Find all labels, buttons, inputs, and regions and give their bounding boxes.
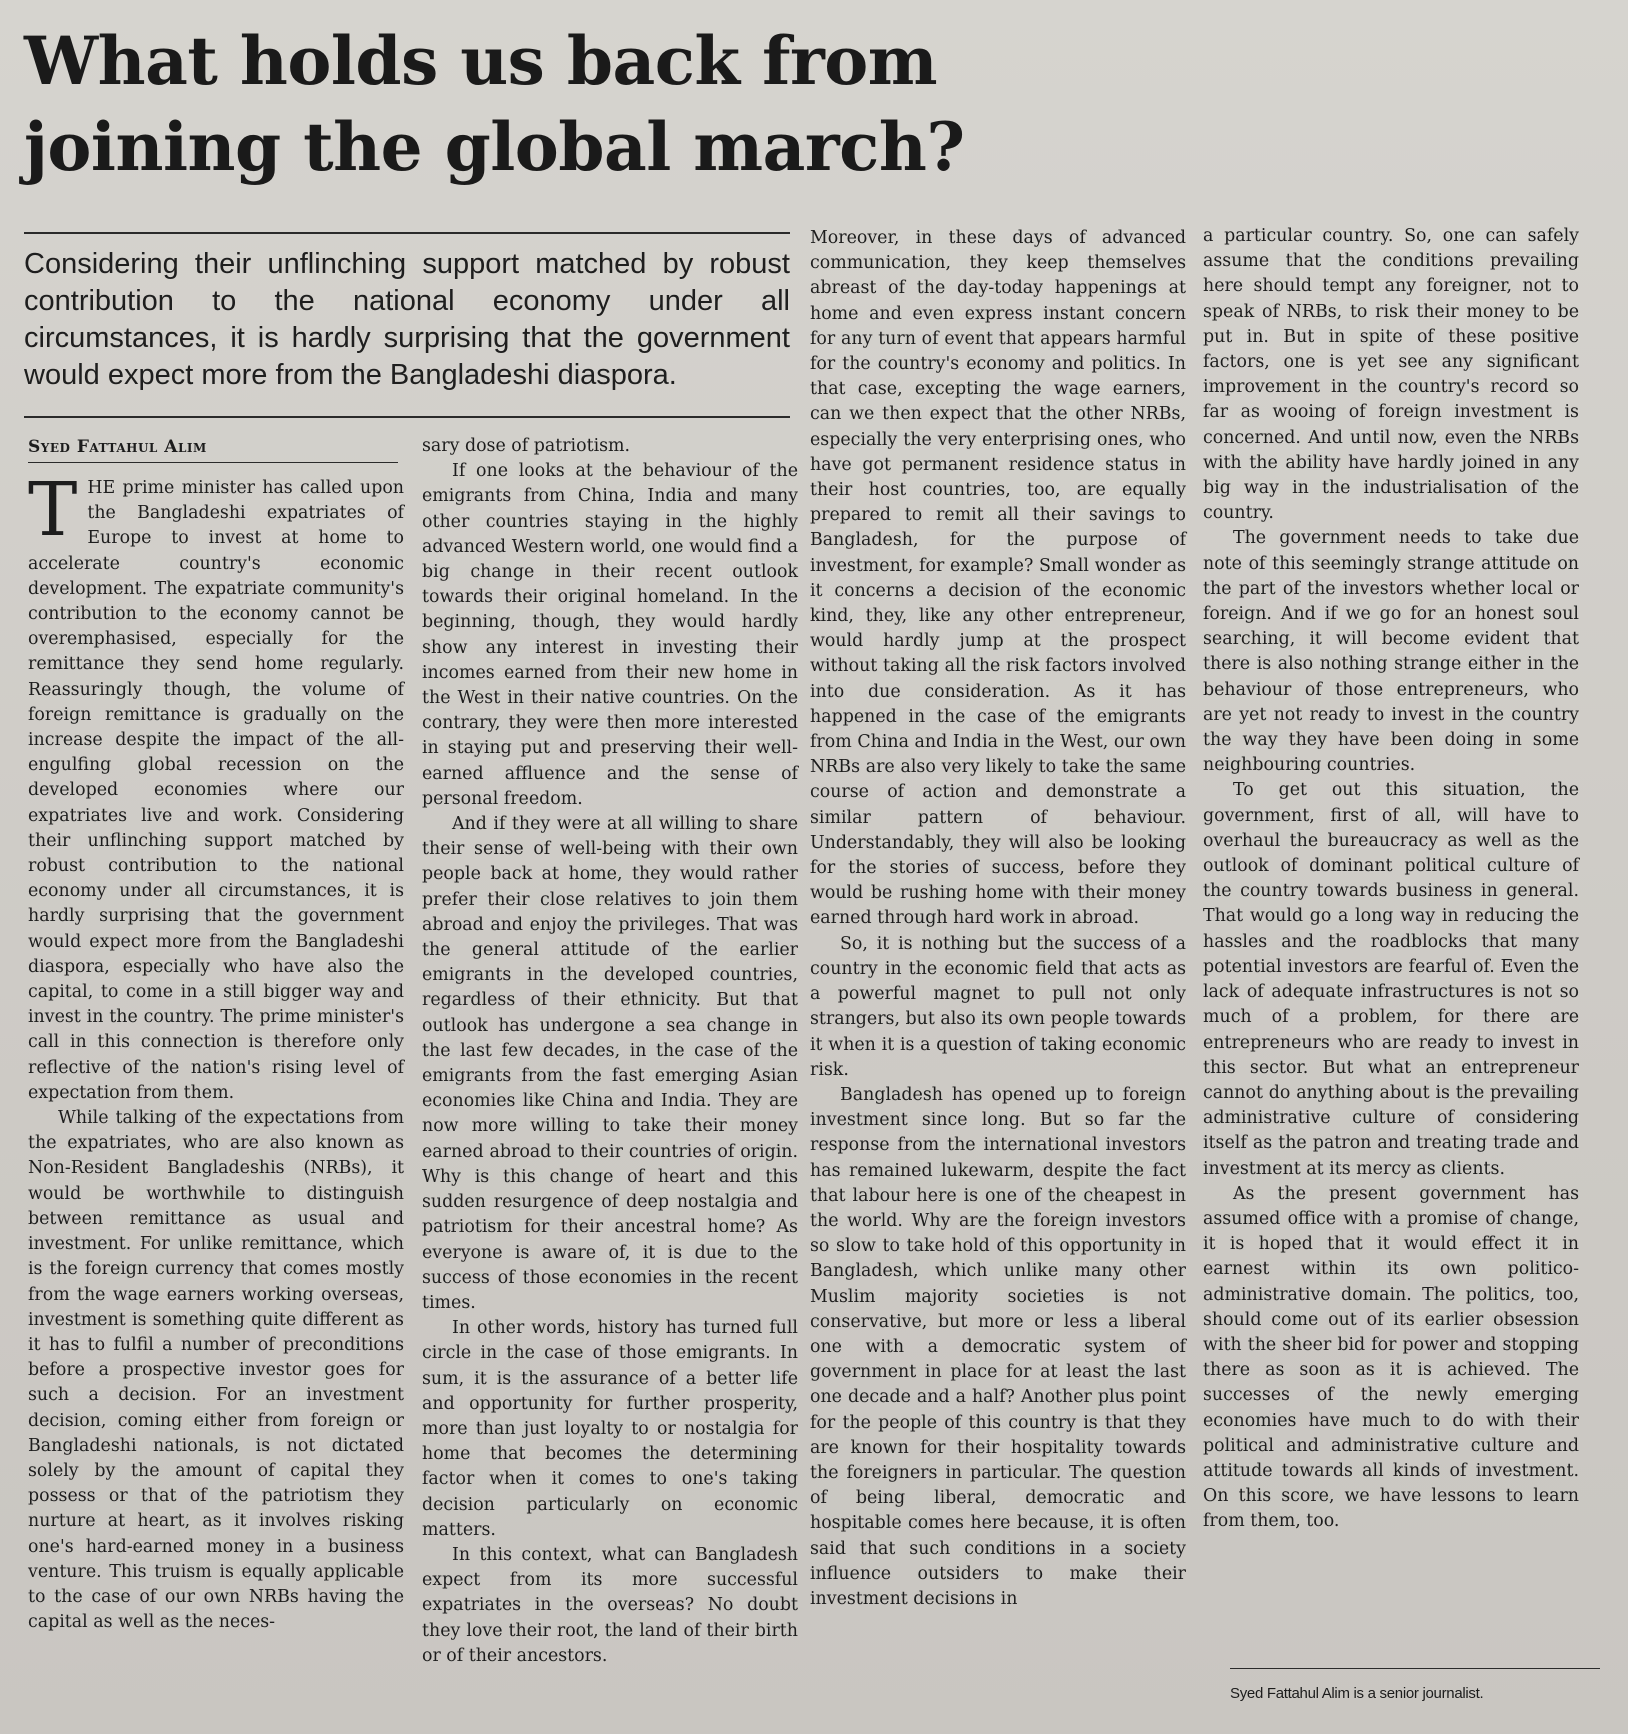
paragraph: Moreover, in these days of advanced communication, they keep themselves abreast of the day-today happenings at home and even express instant concern for any turn of event that appears harmful for the country's economy and politics. In that case, excepting the wage earners, can we then expect that the other NRBs, especially the very enterprising ones, who have got permanent residence status in their host countries, too, are equally prepared to remit all their savings to Bangladesh, for the purpose of investment, for example? Small wonder as it concerns a decision of the economic kind, they, like any other entrepreneur, would hardly jump at the prospect without taking all the risk factors involved into due consideration. As it has happened in the case of the emigrants from China and India in the West, our own NRBs are also very likely to take the same course of action and demonstrate a similar pattern of behaviour. Understandably, they will also be looking for the stories of success, before they would be rushing home with their money earned through hard work in abroad.: [810, 228, 1186, 929]
byline-rule: [28, 462, 398, 463]
deck-bottom-rule: [24, 416, 790, 418]
article-column-1: [28, 467, 404, 1726]
paragraph: While talking of the expectations from the expatriates, who are also known as Non-Resident Bangladeshis (NRBs), it would be worthwhile to distinguish between remittance as usual and investment. For unlike remittance, which is the foreign currency that comes mostly from the wage earners working overseas, investment is something quite different as it has to fulfil a number of preconditions before a prospective investor goes for such a decision. For an investment decision, coming either from foreign or Bangladeshi nationals, is not dictated solely by the amount of capital they possess or that of the patriotism they nurture at heart, as it involves risking one's hard-earned money in a business venture. This truism is equally applicable to the case of our own NRBs having the capital as well as the neces-: [28, 1108, 404, 1633]
article-column-2: [422, 434, 798, 1726]
deck-top-rule: [24, 232, 790, 234]
tagline-rule: [1230, 1668, 1600, 1669]
article-column-3: [810, 226, 1186, 1726]
drop-cap: T: [28, 467, 78, 553]
paragraph: As the present government has assumed office with a promise of change, it is hoped that it would effect it in earnest within its own politico-administrative domain. The politics, too, should come out of its earlier obsession with the sheer bid for power and stopping there as soon as it is achieved. The successes of the newly emerging economies have much to do with their political and administrative culture and attitude towards all kinds of investment. On this score, we have lessons to learn from them, too.: [1203, 1183, 1579, 1532]
paragraph: [28, 467, 404, 1106]
paragraph: The government needs to take due note of this seemingly strange attitude on the part of the investors whether local or foreign. And if we go for an honest soul searching, it will become evident that there is also nothing strange either in the behaviour of those entrepreneurs, who are yet not ready to invest in the country the way they have been doing in some neighbouring countries.: [1203, 528, 1579, 776]
paragraph: To get out this situation, the government, first of all, will have to overhaul the bureaucracy as well as the outlook of dominant political culture of the country towards business in general. That would go a long way in reducing the hassles and the roadblocks that many potential investors are fearful of. Even the lack of adequate infrastructures is not so much of a problem, for there are entrepreneurs who are ready to invest in this sector. But what an entrepreneur cannot do anything about is the prevailing administrative culture of considering itself as the patron and treating trade and investment at its mercy as clients.: [1203, 780, 1579, 1179]
paragraph: So, it is nothing but the success of a country in the economic field that acts as a powerful magnet to pull not only strangers, but also its own people towards it when it is a question of taking economic risk.: [810, 933, 1186, 1080]
paragraph: If one looks at the behaviour of the emigrants from China, India and many other countries staying in the highly advanced Western world, one would find a big change in their recent outlook towards their original homeland. In the beginning, though, they would hardly show any interest in investing their incomes earned from their new home in the West in their native countries. On the contrary, they were then more interested in staying put and preserving their well-earned affluence and the sense of personal freedom.: [422, 461, 798, 809]
paragraph: Bangladesh has opened up to foreign investment since long. But so far the response from the international investors has remained lukewarm, despite the fact that labour here is one of the cheapest in the world. Why are the foreign investors so slow to take hold of this opportunity in Bangladesh, which unlike many other Muslim majority societies is not conservative, but more or less a liberal one with a democratic system of government in place for at least the last one decade and a half? Another plus point for the people of this country is that they are known for their hospitality towards the foreigners in particular. The question of being liberal, democratic and hospitable comes here because, it is often said that such conditions in a society influence outsiders to make their investment decisions in: [810, 1084, 1186, 1609]
headline: What holds us back from joining the global march?: [24, 22, 965, 186]
byline: Syed Fattahul Alim: [28, 437, 207, 457]
paragraph: And if they were at all willing to share their sense of well-being with their own people back at home, they would rather prefer their close relatives to join them abroad and enjoy the privileges. That was the general attitude of the earlier emigrants in the developed countries, regardless of their ethnicity. But that outlook has undergone a sea change in the last few decades, in the case of the emigrants from the fast emerging Asian economies like China and India. They are now more willing to take their money earned abroad to their countries of origin. Why is this change of heart and this sudden resurgence of deep nostalgia and patriotism for their ancestral home? As everyone is aware of, it is due to the success of those economies in the recent times.: [422, 814, 798, 1313]
paragraph: In this context, what can Bangladesh expect from its more successful expatriates in the overseas? No doubt they love their root, the land of their birth or of their ancestors.: [422, 1544, 798, 1666]
deck: Considering their unflinching support matched by robust contribution to the national economy under all circumstances, it is hardly surprising that the government would expect more from the Bangladeshi diaspora.: [24, 248, 790, 391]
paragraph-text: HE prime minister has called upon the Bangladeshi expatriates of Europe to invest at home to accelerate country's economic development. The expatriate community's contribution to the economy cannot be overemphasised, especially for the remittance they send home regularly. Reassuringly though, the volume of foreign remittance is gradually on the increase despite the impact of the all-engulfing global recession on the developed economies where our expatriates live and work. Considering their unflinching support matched by robust contribution to the national economy under all circumstances, it is hardly surprising that the government would expect more from the Bangladeshi diaspora, especially who have also the capital, to come in a still bigger way and invest in the country. The prime minister's call in this connection is therefore only reflective of the nation's rising level of expectation from them.: [28, 478, 404, 1103]
paragraph: a particular country. So, one can safely assume that the conditions prevailing here should tempt any foreigner, not to speak of NRBs, to risk their money to be put in. But in spite of these positive factors, one is yet see any significant improvement in the country's record so far as wooing of foreign investment is concerned. And until now, even the NRBs with the ability have hardly joined in any big way in the industrialisation of the country.: [1203, 226, 1579, 524]
article-column-4: [1203, 224, 1579, 1654]
paragraph: In other words, history has turned full circle in the case of those emigrants. In sum, it is the assurance of a better life and opportunity for further prosperity, more than just loyalty to or nostalgia for home that becomes the determining factor when it comes to one's taking decision particularly on economic matters.: [422, 1318, 798, 1540]
author-tagline: Syed Fattahul Alim is a senior journalist.: [1230, 1685, 1484, 1702]
paragraph: sary dose of patriotism.: [422, 436, 631, 456]
